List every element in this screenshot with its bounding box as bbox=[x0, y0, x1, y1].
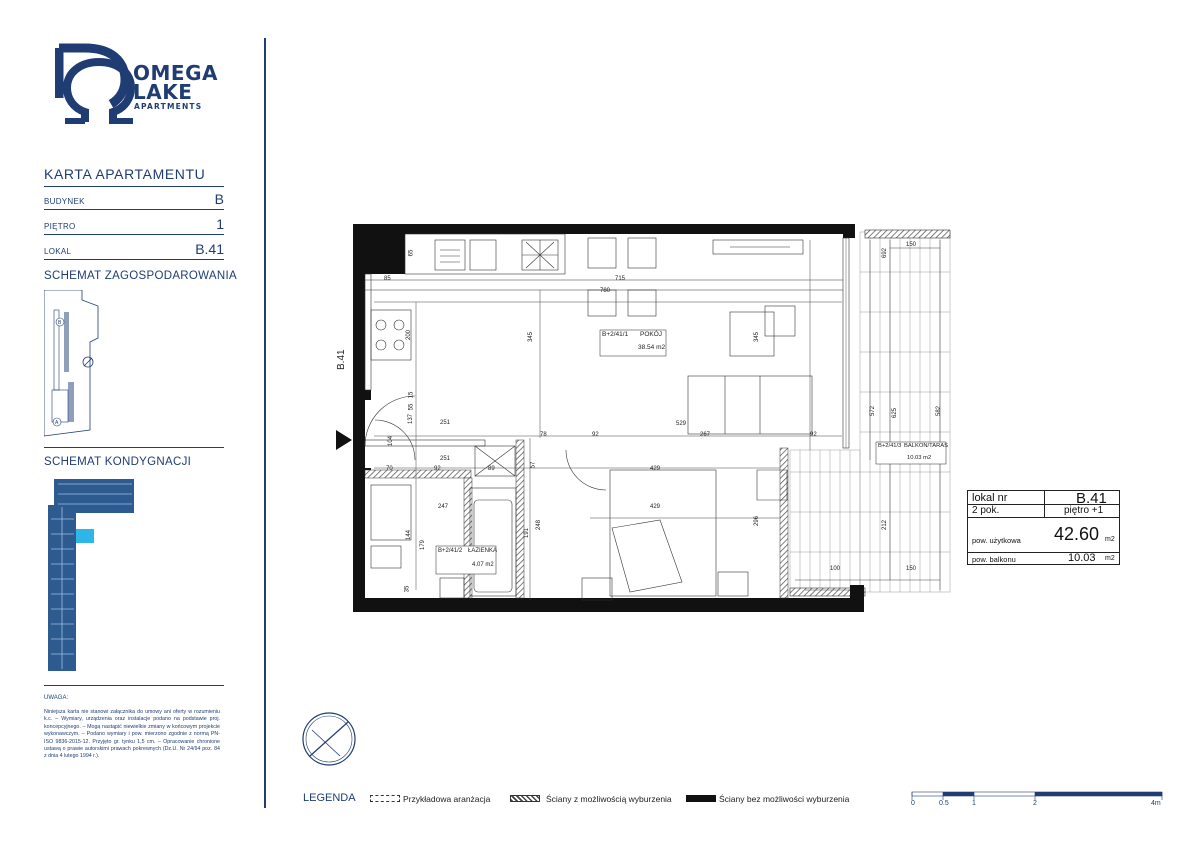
bathroom-id: B+2/41/2 bbox=[438, 548, 463, 554]
bathroom-area: 4.07 m2 bbox=[472, 562, 494, 568]
dim-label: 92 bbox=[592, 432, 599, 438]
notes-text: Niniejsza karta nie stanowi załącznika do umowy ani oferty w rozumieniu k.c. – Wymiary, urządzenia oraz instalacje podano na podstawie proj. koncepcyjnego. – Mogą nastąpić niewielkie zmiany w końcowym projekcie wykonawczym. – Podano wymiary i pow. mierzono zgodnie z normą PN-ISO 9836-2015-12. Przyjęto gr. tynku 1,5 cm. – Opracowanie chronione ustawą o prawie autorskimi prawach pokrewnych (Dz.U. Nr 24/94 poz. 84 z dnia 4 lutego 1994 r.). bbox=[44, 709, 220, 760]
plan-drawing bbox=[290, 210, 980, 630]
dim-label: 104 bbox=[388, 435, 395, 447]
dim-label: 35 bbox=[404, 585, 411, 593]
dim-label: 55 bbox=[408, 403, 415, 411]
dim-label: 89 bbox=[488, 466, 495, 472]
floor-value: 1 bbox=[216, 216, 224, 232]
unit-number-label: lokal nr bbox=[972, 492, 1008, 504]
usable-area-value: 42.60 bbox=[1054, 524, 1100, 544]
scale-tick: 1 bbox=[972, 800, 976, 807]
dim-label: 85 bbox=[384, 276, 391, 282]
dim-label: 429 bbox=[650, 466, 661, 472]
balcony-id: B+2/41/3 bbox=[878, 443, 902, 449]
brand-lake: LAKE bbox=[133, 80, 193, 104]
dim-label: 582 bbox=[936, 405, 943, 417]
dim-label: 70 bbox=[386, 466, 393, 472]
dim-label: 191 bbox=[524, 527, 531, 539]
dim-label: 144 bbox=[406, 529, 413, 541]
scale-tick: 0.5 bbox=[939, 800, 949, 807]
balcony-area: 10.03 m2 bbox=[907, 455, 932, 461]
floor-plan-diagram bbox=[48, 479, 134, 671]
dim-label: 529 bbox=[676, 421, 687, 427]
dim-label: 572 bbox=[870, 405, 877, 417]
legend-swatch-demolishable bbox=[510, 795, 540, 802]
living-room-area: 38.54 m2 bbox=[638, 344, 666, 351]
panel-divider bbox=[264, 38, 266, 808]
building-row bbox=[44, 186, 224, 210]
legend-swatch-arrangement bbox=[370, 795, 400, 802]
legend-demolishable: Ściany z możliwością wyburzenia bbox=[546, 794, 672, 804]
divider bbox=[44, 447, 224, 448]
unit-info-table bbox=[967, 490, 1120, 565]
dim-label: 625 bbox=[892, 407, 899, 419]
dim-label: 92 bbox=[434, 466, 441, 472]
floor-plan bbox=[290, 210, 980, 630]
dim-label: 251 bbox=[440, 420, 451, 426]
dim-label: 15 bbox=[408, 391, 415, 399]
dim-label: 150 bbox=[906, 242, 917, 248]
usable-area-label: pow. użytkowa bbox=[972, 536, 1021, 545]
dim-label: 715 bbox=[615, 276, 626, 282]
unit-side-tag: B.41 bbox=[336, 349, 347, 370]
card-title: KARTA APARTAMENTU bbox=[44, 166, 206, 182]
divider bbox=[44, 685, 224, 686]
brand-apartments: APARTMENTS bbox=[134, 102, 203, 111]
notes-header: UWAGA: bbox=[44, 695, 69, 701]
brand-omega: OMEGA bbox=[133, 61, 218, 85]
dim-label: 92 bbox=[810, 432, 817, 438]
dim-label: 212 bbox=[882, 519, 889, 531]
dim-label: 296 bbox=[754, 515, 761, 527]
unit-value: B.41 bbox=[195, 241, 224, 257]
svg-text:A: A bbox=[55, 420, 59, 426]
dim-label: 692 bbox=[882, 247, 889, 259]
scale-tick: 2 bbox=[1033, 800, 1037, 807]
unit-row bbox=[44, 236, 224, 260]
site-plan-diagram bbox=[44, 290, 106, 438]
usable-area-unit: m2 bbox=[1105, 536, 1115, 543]
dim-label: 100 bbox=[830, 566, 841, 572]
scale-tick: 0 bbox=[911, 800, 915, 807]
dim-label: 345 bbox=[528, 331, 535, 343]
dim-label: 200 bbox=[406, 329, 413, 341]
legend-arrangement: Przykładowa aranżacja bbox=[403, 794, 491, 804]
dim-label: 780 bbox=[600, 288, 611, 294]
legend-title: LEGENDA bbox=[303, 792, 356, 804]
rooms-count: 2 pok. bbox=[972, 505, 1000, 516]
info-sidebar bbox=[0, 0, 265, 848]
legend-structural: Ściany bez możliwości wyburzenia bbox=[719, 794, 850, 804]
dim-label: 429 bbox=[650, 504, 661, 510]
balcony-name: BALKON/TARAS bbox=[904, 443, 949, 449]
building-value: B bbox=[214, 191, 224, 207]
floor-level: piętro +1 bbox=[1064, 505, 1104, 516]
dim-label: 65 bbox=[408, 249, 415, 257]
dim-label: 247 bbox=[438, 504, 449, 510]
living-room-name: POKÓJ bbox=[640, 331, 663, 338]
dim-label: 267 bbox=[700, 432, 711, 438]
balcony-area-value: 10.03 bbox=[1068, 552, 1096, 564]
unit-number-value: B.41 bbox=[1076, 490, 1107, 507]
floor-label: PIĘTRO bbox=[44, 222, 76, 231]
balcony-area-label: pow. balkonu bbox=[972, 555, 1016, 564]
dim-label: 248 bbox=[536, 519, 543, 531]
bathroom-name: ŁAZIENKA bbox=[468, 548, 498, 554]
balcony-area-unit: m2 bbox=[1105, 555, 1115, 562]
dim-label: 57 bbox=[530, 461, 537, 469]
living-room-id: B+2/41/1 bbox=[602, 331, 629, 338]
dim-label: 179 bbox=[420, 539, 427, 551]
legend-swatch-structural bbox=[686, 795, 716, 802]
building-label: BUDYNEK bbox=[44, 197, 85, 206]
dim-label: 251 bbox=[440, 456, 451, 462]
compass-icon bbox=[300, 710, 358, 768]
table-divider bbox=[968, 552, 1119, 553]
table-divider bbox=[968, 517, 1119, 518]
dim-label: 137 bbox=[408, 413, 415, 425]
site-plan-title: SCHEMAT ZAGOSPODAROWANIA bbox=[44, 270, 237, 282]
dim-label: 345 bbox=[754, 331, 761, 343]
dim-label: 78 bbox=[540, 432, 547, 438]
floor-row bbox=[44, 211, 224, 235]
unit-label: LOKAL bbox=[44, 247, 72, 256]
scale-tick: 4m bbox=[1151, 800, 1161, 807]
floor-plan-title: SCHEMAT KONDYGNACJI bbox=[44, 456, 192, 468]
svg-text:B: B bbox=[58, 320, 62, 326]
dim-label: 150 bbox=[906, 566, 917, 572]
